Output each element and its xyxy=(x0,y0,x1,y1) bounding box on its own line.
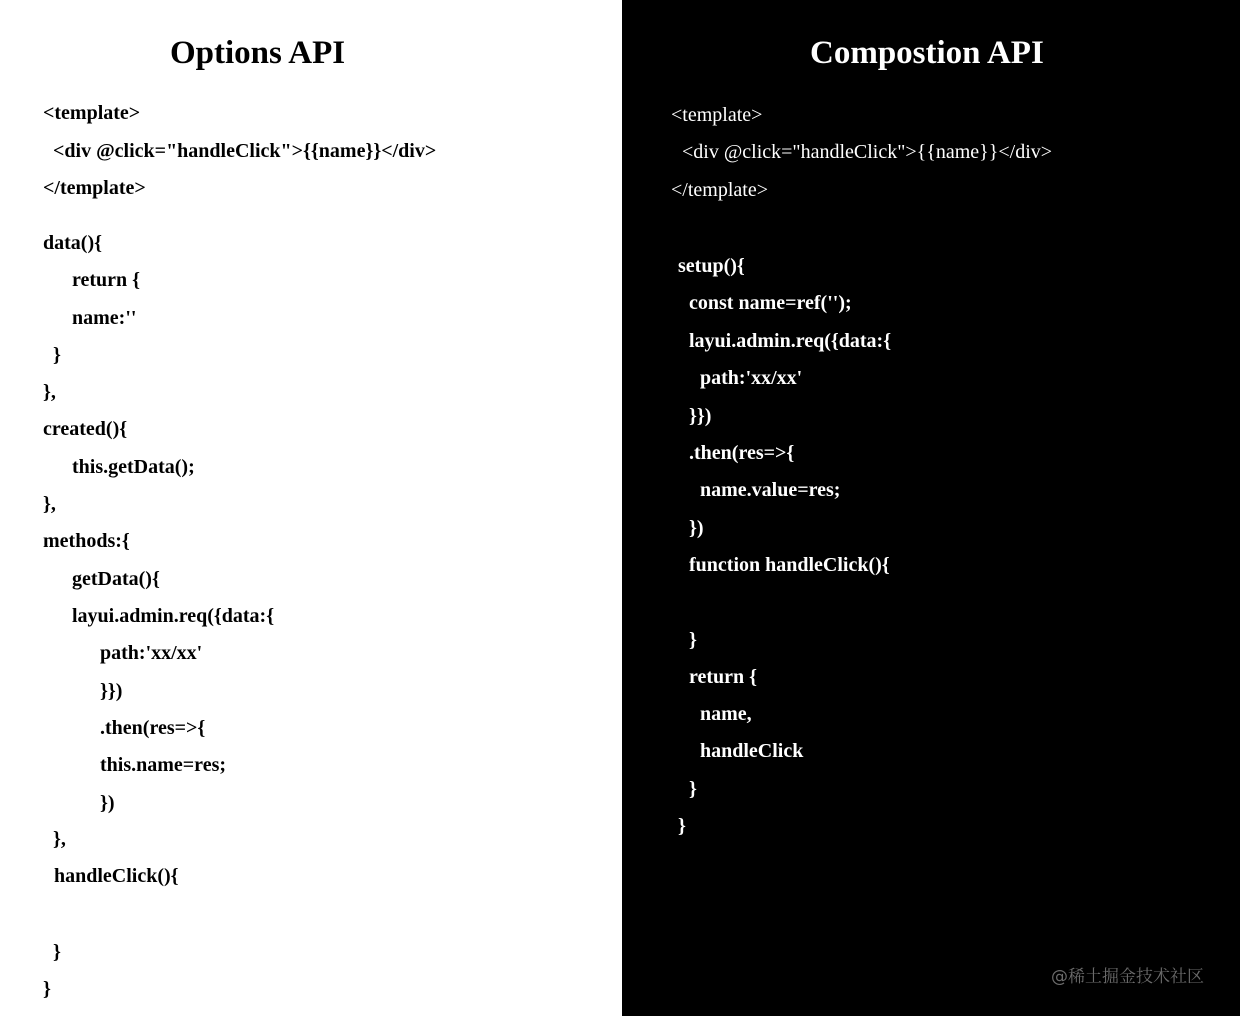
code-line: }) xyxy=(689,517,704,539)
code-line: getData(){ xyxy=(72,568,160,590)
composition-api-title: Compostion API xyxy=(810,35,1044,71)
code-line: <template> xyxy=(43,102,141,124)
code-line: </template> xyxy=(43,177,146,199)
code-line: name:'' xyxy=(72,307,137,329)
composition-api-panel xyxy=(622,0,1240,1016)
code-line: } xyxy=(43,978,51,1000)
code-line: } xyxy=(689,629,697,651)
code-line: }) xyxy=(100,792,115,814)
code-line: data(){ xyxy=(43,232,102,254)
code-line: return { xyxy=(689,666,758,688)
code-line: created(){ xyxy=(43,418,128,440)
code-line: const name=ref(''); xyxy=(689,292,852,314)
code-line: </template> xyxy=(671,179,768,201)
code-line: } xyxy=(53,344,61,366)
code-line: }, xyxy=(53,828,66,850)
code-line: } xyxy=(53,941,61,963)
code-line: } xyxy=(689,778,697,800)
code-line: <div @click="handleClick">{{name}}</div> xyxy=(682,141,1053,163)
code-line: return { xyxy=(72,269,141,291)
code-line: setup(){ xyxy=(678,255,745,277)
code-line: this.name=res; xyxy=(100,754,227,776)
code-line: handleClick xyxy=(700,740,804,762)
code-line: }, xyxy=(43,381,56,403)
code-line: <div @click="handleClick">{{name}}</div> xyxy=(53,140,437,162)
code-line: } xyxy=(678,815,686,837)
code-line: handleClick(){ xyxy=(54,865,179,887)
options-api-title: Options API xyxy=(170,35,346,71)
code-line: layui.admin.req({data:{ xyxy=(72,605,275,627)
code-line: path:'xx/xx' xyxy=(100,642,203,664)
watermark: @稀土掘金技术社区 xyxy=(1051,967,1204,987)
code-line: name.value=res; xyxy=(700,479,841,501)
code-line: <template> xyxy=(671,104,763,126)
code-line: .then(res=>{ xyxy=(689,442,795,464)
code-line: }}) xyxy=(100,680,123,702)
code-line: layui.admin.req({data:{ xyxy=(689,330,892,352)
code-line: }, xyxy=(43,493,56,515)
code-line: methods:{ xyxy=(43,530,130,552)
code-line: function handleClick(){ xyxy=(689,554,890,576)
code-line: path:'xx/xx' xyxy=(700,367,803,389)
code-line: .then(res=>{ xyxy=(100,717,206,739)
code-line: name, xyxy=(700,703,752,725)
code-line: }}) xyxy=(689,405,712,427)
code-line: this.getData(); xyxy=(72,456,195,478)
